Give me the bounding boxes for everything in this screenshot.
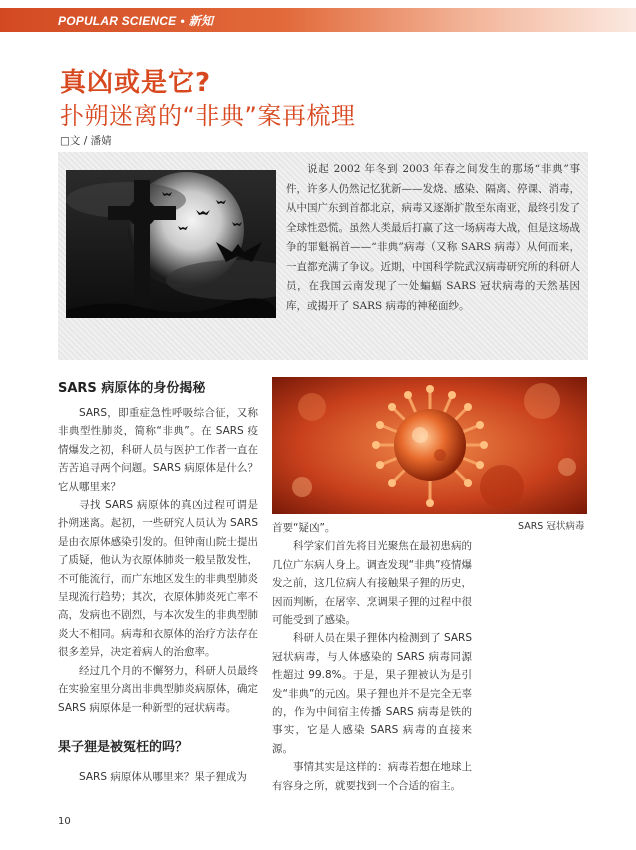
left-paragraph-4: SARS 病原体从哪里来？果子狸成为 — [79, 771, 247, 783]
right-paragraph-3: 科研人员在果子狸体内检测到了 SARS 冠状病毒，与人体感染的 SARS 病毒同源性超过 99.8%。于是，果子狸被认为是引发“非典”的元凶。果子狸也并不是完全无辜的，作为中间宿主传播 SARS 病毒是铁的事实，它是人感染 SARS 病毒的直接来源。 — [272, 632, 472, 755]
section-label-en: POPULAR SCIENCE — [58, 14, 177, 28]
section-heading-civet: 果子狸是被冤枉的吗？ — [58, 740, 189, 755]
section-label-dot: • — [180, 14, 185, 28]
right-paragraph-4: 事情其实是这样的：病毒若想在地球上有容身之所，就要找到一个合适的宿主。 — [272, 761, 472, 792]
section-label-cn: 新知 — [188, 14, 214, 28]
left-paragraph-2: 寻找 SARS 病原体的真凶过程可谓是扑朔迷离。起初，一些研究人员认为 SARS 是由衣原体感染引发的。但钟南山院士提出了质疑，他认为衣原体肺炎一般呈散发性，不可能流行，而广东地区发生的非典型肺炎呈现流行趋势；其次，衣原体肺炎死亡率不高，发病也不剧烈，与本次发生的非典型肺炎大不相同。病毒和衣原体的治疗方法存在很多差异，决定着病人的治愈率。 — [58, 499, 258, 659]
right-paragraph-2: 科学家们首先将目光聚焦在最初患病的几位广东病人身上。调查发现“非典”疫情爆发之前，这几位病人有接触果子狸的历史，因而判断，在屠宰、烹调果子狸的过程中很可能受到了感染。 — [272, 540, 472, 627]
image-caption: SARS 冠状病毒 — [518, 521, 585, 532]
right-paragraph-1: 首要“疑凶”。 — [272, 522, 336, 534]
coronavirus-image — [272, 377, 587, 514]
article-subtitle: 扑朔迷离的“非典”案再梳理 — [60, 102, 356, 130]
gothic-cross-moon-image — [66, 170, 276, 318]
left-column-bottom — [58, 768, 258, 786]
left-column — [58, 404, 258, 717]
page-number: 10 — [58, 816, 71, 827]
left-paragraph-1: SARS，即重症急性呼吸综合征，又称非典型性肺炎，简称“非典”。在 SARS 疫情爆发之初，科研人员与医护工作者一直在苦苦追寻两个问题。SARS 病原体是什么？它从哪里来？ — [58, 407, 258, 493]
byline: □文 / 潘婧 — [60, 135, 112, 147]
left-paragraph-3: 经过几个月的不懈努力，科研人员最终在实验室里分离出非典型肺炎病原体，确定 SARS 病原体是一种新型的冠状病毒。 — [58, 664, 258, 714]
article-title: 真凶或是它? — [60, 68, 212, 98]
right-column — [272, 519, 472, 795]
section-heading-sars-identity: SARS 病原体的身份揭秘 — [58, 381, 206, 396]
section-label — [58, 12, 213, 30]
intro-paragraph: 说起 2002 年冬到 2003 年春之间发生的那场“非典”事件，许多人仍然记忆犹新——发烧、感染、隔离、停课、消毒，从中国广东到首都北京，病毒又逐渐扩散至东南亚，最终引发了全球性恐慌。虽然人类最后打赢了这一场病毒大战，但是这场战争的罪魁祸首——“非典”病毒（又称 SARS 病毒）从何而来，一直都充满了争议。近期，中国科学院武汉病毒研究所的科研人员，在我国云南发现了一处蝙蝠 SARS 冠状病毒的天然基因库，或揭开了 SARS 病毒的神秘面纱。 — [286, 163, 580, 312]
